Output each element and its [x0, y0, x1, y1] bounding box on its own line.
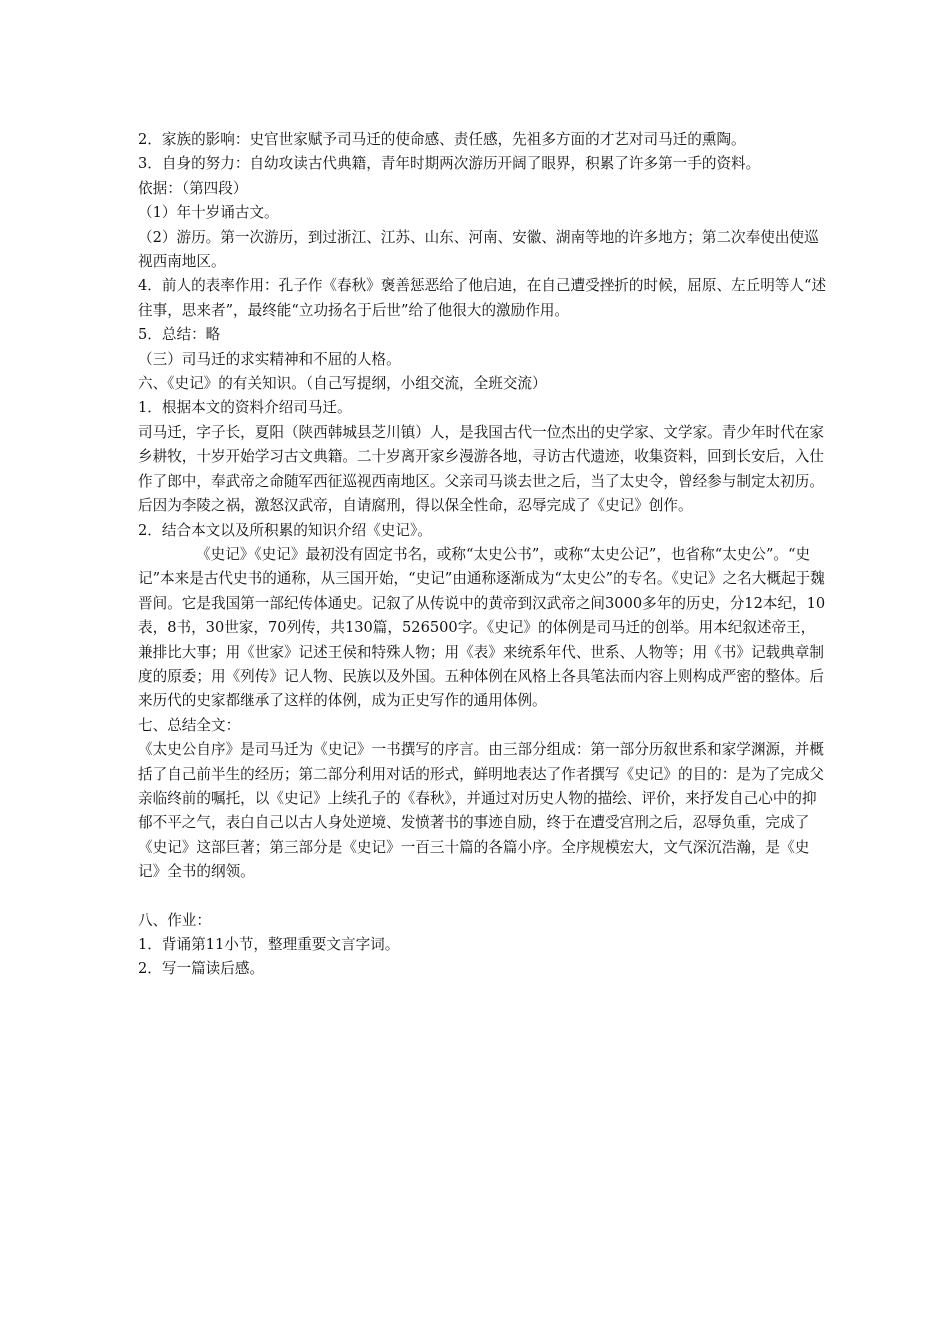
document-page [138, 128, 828, 982]
paragraph-basis: 依据：（第四段） [138, 179, 248, 197]
paragraph-basis-item-2: （2）游历。第一次游历，到过浙江、江苏、山东、河南、安徽、湖南等地的许多地方；第二次奉使出使巡视西南地区。 [138, 228, 819, 271]
paragraph-self-effort: 3．自身的努力：自幼攻读古代典籍，青年时期两次游历开阔了眼界，积累了许多第一手的资料。 [138, 155, 761, 173]
paragraph-summary: 5．总结：略 [138, 326, 221, 344]
homework-item-1: 1．背诵第11小节，整理重要文言字词。 [138, 936, 400, 953]
paragraph-basis-item-1: （1）年十岁诵古文。 [138, 204, 279, 222]
paragraph-shiji-intro: 《史记》《史记》最初没有固定书名，或称“太史公书”，或称“太史公记”，也省称“太史公”。“史记”本来是古代史书的通称，从三国开始，“史记”由通称逐渐成为“太史公”的专名。《史记》之名大概起于魏晋间。它是我国第一部纪传体通史。记叙了从传说中的黄帝到汉武帝之间3000多年的历史，分12本纪，10表，8书，30世家，70列传，共130篇，526500字。《史记》的体例是司马迁的创举。用本纪叙述帝王，兼排比大事；用《世家》记述王侯和特殊人物；用《表》来统系年代、世系、人物等；用《书》记载典章制度的原委；用《列传》记人物、民族以及外国。五种体例在风格上各具笔法而内容上则构成严密的整体。后来历代的史家都继承了这样的体例，成为正史写作的通用体例。 [138, 545, 826, 710]
paragraph-full-summary: 《太史公自序》是司马迁为《史记》一书撰写的序言。由三部分组成：第一部分历叙世系和家学渊源，并概括了自己前半生的经历；第二部分利用对话的形式，鲜明地表达了作者撰写《史记》的目的：是为了完成父亲临终前的嘱托，以《史记》上续孔子的《春秋》，并通过对历史人物的描绘、评价，来抒发自己心中的抑郁不平之气，表白自己以古人身处逆境、发愤著书的事迹自励，终于在遭受宫刑之后，忍辱负重，完成了《史记》这部巨著；第三部分是《史记》一百三十篇的各篇小序。全序规模宏大，文气深沉浩瀚，是《史记》全书的纲领。 [138, 741, 824, 881]
paragraph-section-3: （三）司马迁的求实精神和不屈的人格。 [138, 350, 401, 368]
homework-item-2: 2．写一篇读后感。 [138, 960, 265, 978]
paragraph-sima-qian-bio: 司马迁，字子长，夏阳（陕西韩城县芝川镇）人，是我国古代一位杰出的史学家、文学家。青少年时代在家乡耕牧，十岁开始学习古文典籍。二十岁离开家乡漫游各地，寻访古代遗迹，收集资料，回到长安后，入仕作了郎中，奉武帝之命随军西征巡视西南地区。父亲司马谈去世之后，当了太史令，曾经参与制定太初历。后因为李陵之祸，激怒汉武帝，自请腐刑，得以保全性命，忍辱完成了《史记》创作。 [138, 423, 824, 515]
paragraph-family-influence: 2．家族的影响：史官世家赋予司马迁的使命感、责任感，先祖多方面的才艺对司马迁的熏陶。 [138, 131, 746, 148]
heading-section-8: 八、作业： [138, 911, 211, 929]
heading-section-7: 七、总结全文： [138, 716, 241, 734]
blank-line [138, 885, 828, 909]
paragraph-item-2-heading: 2．结合本文以及所积累的知识介绍《史记》。 [138, 521, 432, 539]
heading-section-6: 六、《史记》的有关知识。（自己写提纲，小组交流，全班交流） [138, 375, 547, 393]
paragraph-predecessors: 4．前人的表率作用：孔子作《春秋》褒善惩恶给了他启迪，在自己遭受挫折的时候，屈原、左丘明等人“述往事，思来者”，最终能“立功扬名于后世”给了他很大的激励作用。 [138, 277, 827, 319]
paragraph-item-1-heading: 1．根据本文的资料介绍司马迁。 [138, 399, 352, 417]
